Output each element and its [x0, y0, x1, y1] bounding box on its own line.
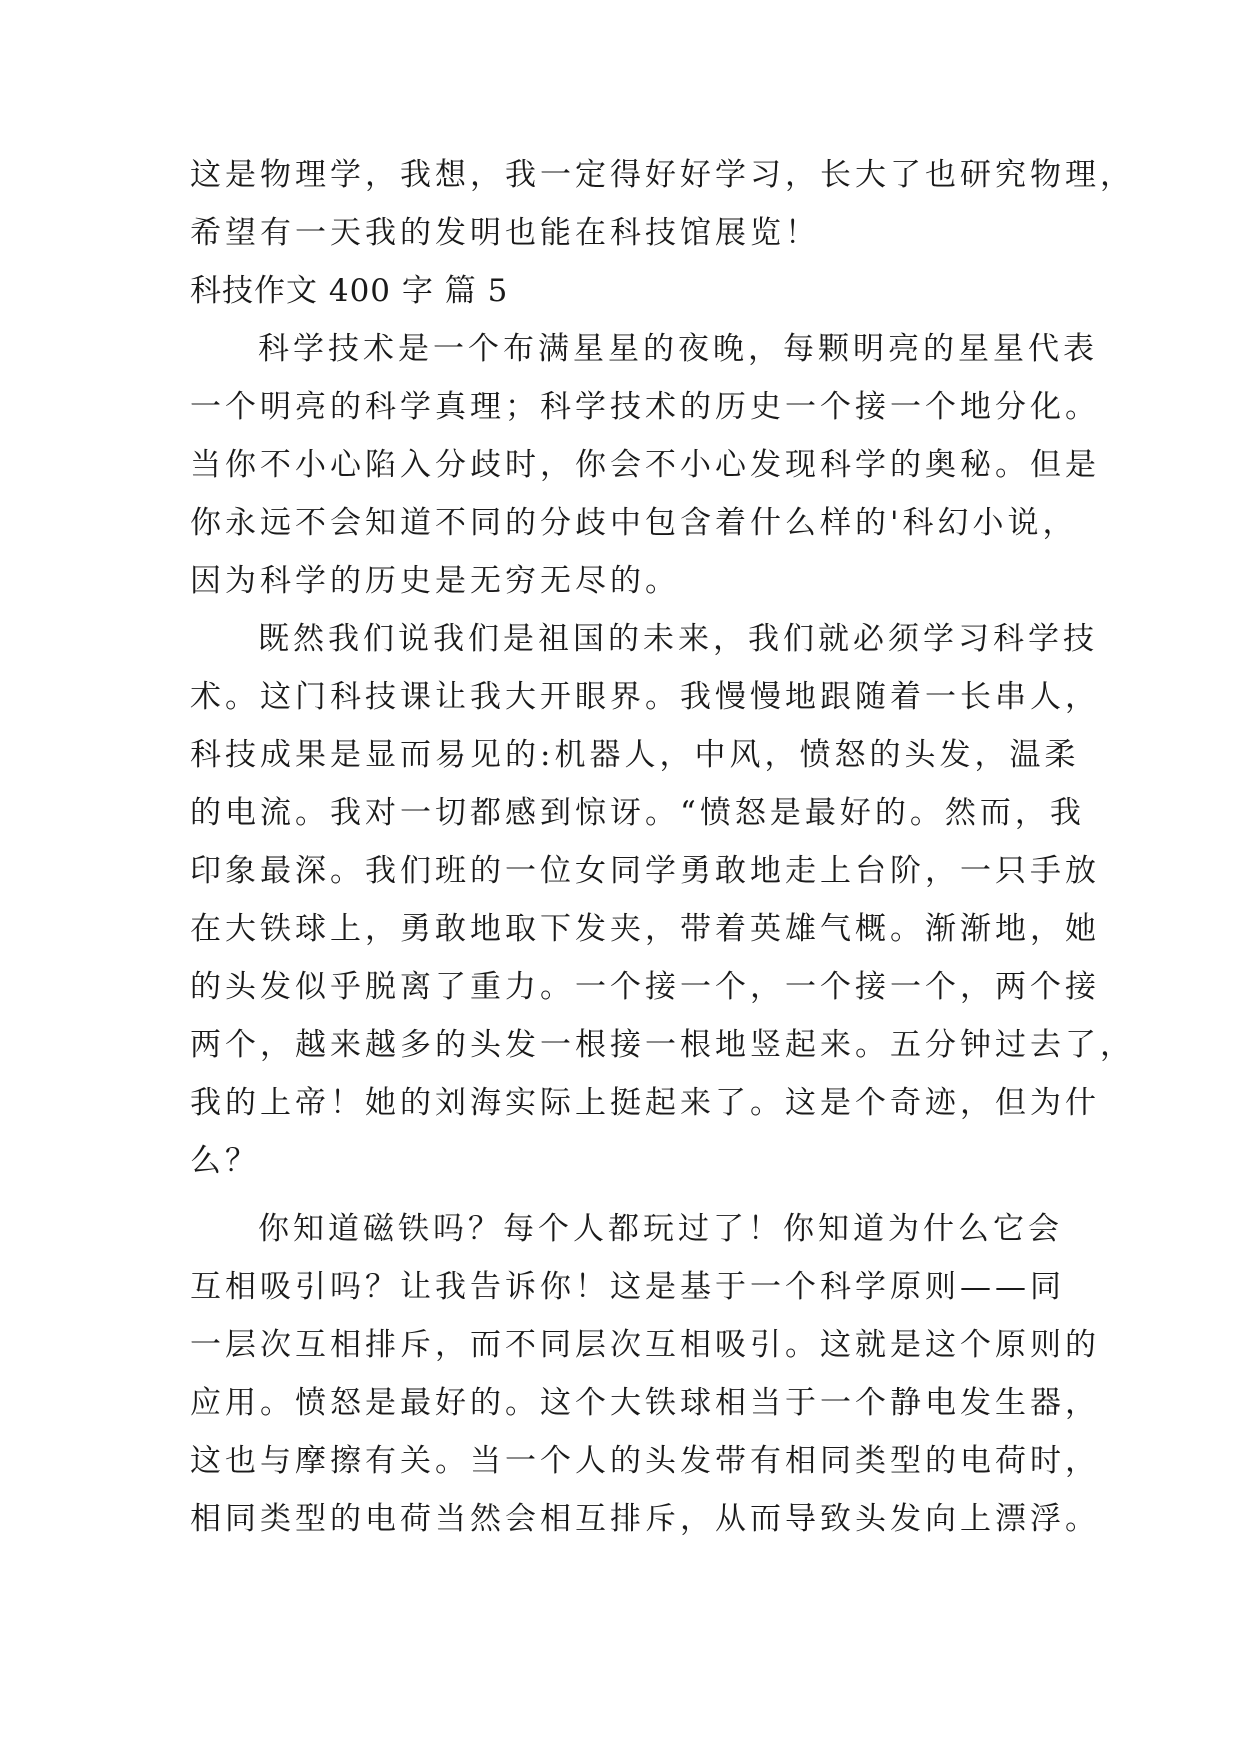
text-line: 这也与摩擦有关。当一个人的头发带有相同类型的电荷时，	[190, 1443, 1100, 1479]
text-line: 两个，越来越多的头发一根接一根地竖起来。五分钟过去了，	[190, 1027, 1135, 1063]
text-line: 互相吸引吗？让我告诉你！这是基于一个科学原则——同	[190, 1269, 1065, 1305]
text-line: 当你不小心陷入分歧时，你会不小心发现科学的奥秘。但是	[190, 447, 1100, 483]
text-line: 因为科学的历史是无穷无尽的。	[190, 563, 680, 599]
text-line: 么？	[190, 1143, 260, 1179]
text-line: 一个明亮的科学真理；科学技术的历史一个接一个地分化。	[190, 389, 1100, 425]
text-line: 科技成果是显而易见的:机器人，中风，愤怒的头发，温柔	[190, 737, 1080, 773]
text-line: 这是物理学，我想，我一定得好好学习，长大了也研究物理，	[190, 157, 1135, 193]
text-line: 应用。愤怒是最好的。这个大铁球相当于一个静电发生器，	[190, 1385, 1100, 1421]
text-line: 术。这门科技课让我大开眼界。我慢慢地跟随着一长串人，	[190, 679, 1100, 715]
text-line: 我的上帝！她的刘海实际上挺起来了。这是个奇迹，但为什	[190, 1085, 1100, 1121]
text-line: 在大铁球上，勇敢地取下发夹，带着英雄气概。渐渐地，她	[190, 911, 1100, 947]
text-line: 一层次互相排斥，而不同层次互相吸引。这就是这个原则的	[190, 1327, 1100, 1363]
paragraph-first-line: 既然我们说我们是祖国的未来，我们就必须学习科学技	[258, 621, 1098, 657]
paragraph-first-line: 科学技术是一个布满星星的夜晚，每颗明亮的星星代表	[258, 331, 1098, 367]
paragraph-first-line: 你知道磁铁吗？每个人都玩过了！你知道为什么它会	[258, 1211, 1063, 1247]
text-line: 的电流。我对一切都感到惊讶。“愤怒是最好的。然而，我	[190, 795, 1085, 831]
text-line: 印象最深。我们班的一位女同学勇敢地走上台阶，一只手放	[190, 853, 1100, 889]
section-heading: 科技作文 400 字 篇 5	[190, 273, 509, 309]
text-line: 希望有一天我的发明也能在科技馆展览！	[190, 215, 820, 251]
text-line: 相同类型的电荷当然会相互排斥，从而导致头发向上漂浮。	[190, 1501, 1100, 1537]
text-line: 的头发似乎脱离了重力。一个接一个，一个接一个，两个接	[190, 969, 1100, 1005]
text-line: 你永远不会知道不同的分歧中包含着什么样的'科幻小说，	[190, 505, 1078, 541]
